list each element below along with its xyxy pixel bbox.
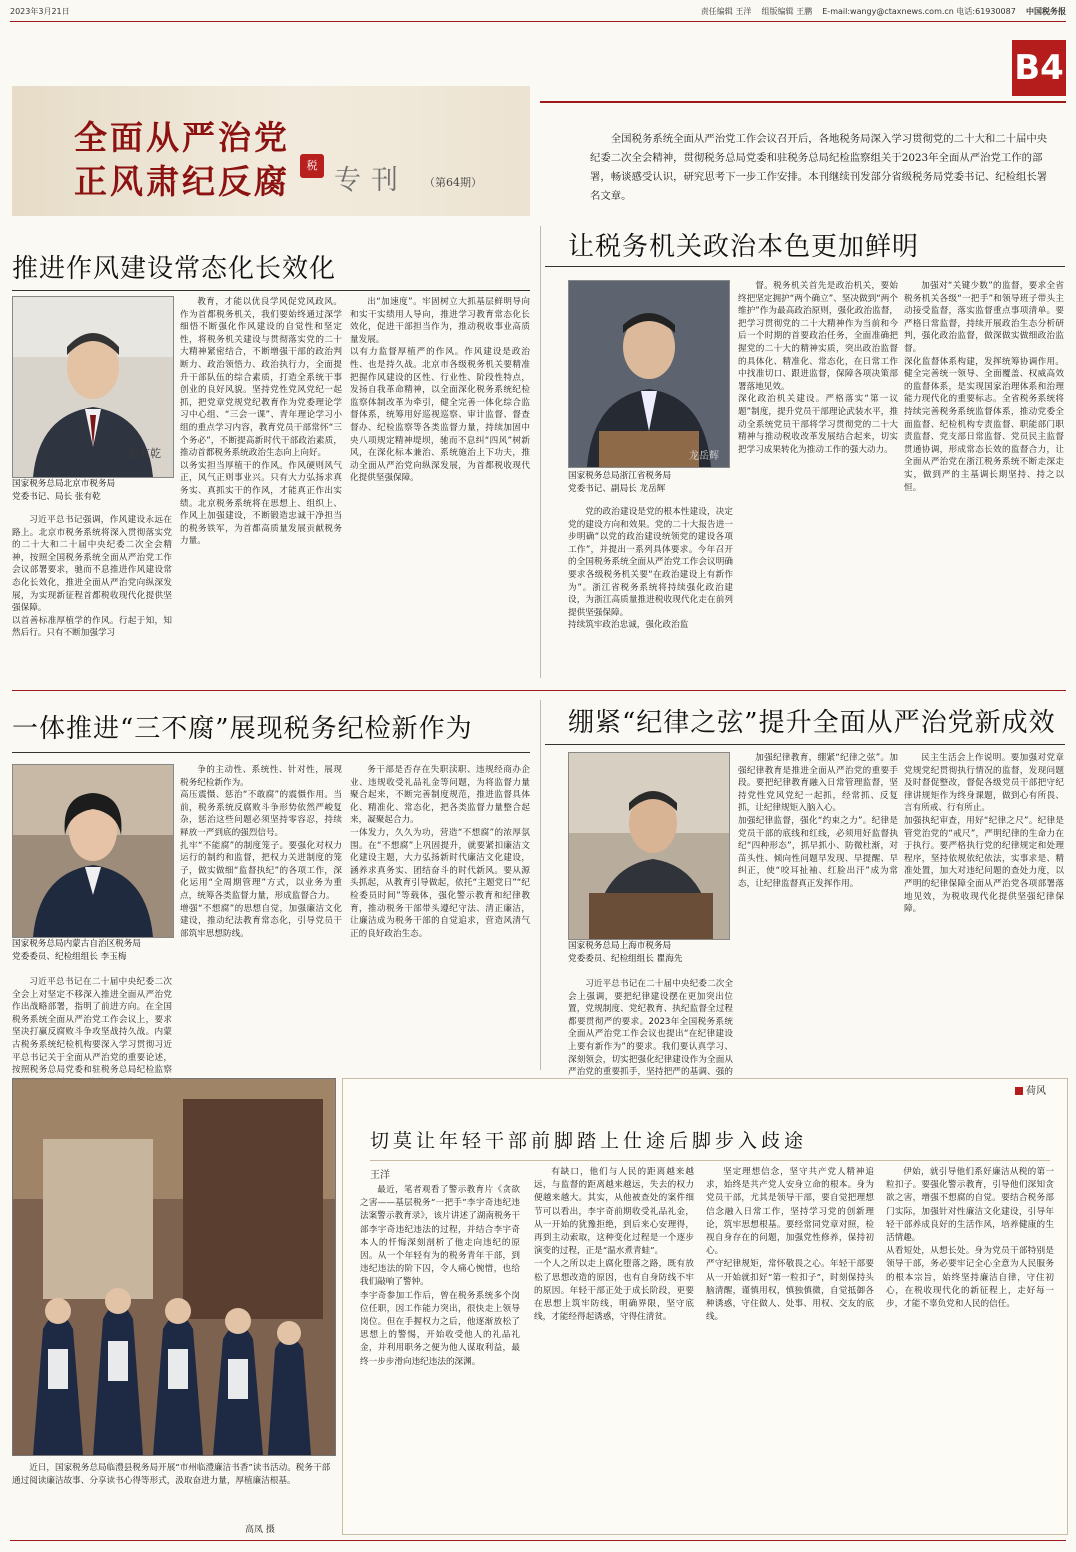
article1-headline: 推进作风建设常态化长效化 xyxy=(12,254,337,284)
column-divider xyxy=(540,226,541,678)
section-rule xyxy=(12,690,1066,691)
article2-photo xyxy=(568,280,730,468)
article4-rule xyxy=(545,744,1065,745)
page-number: B4 xyxy=(1012,40,1066,96)
feature-author: 王洋 xyxy=(370,1170,390,1181)
column-divider xyxy=(540,700,541,1070)
article1-col3: 出“加速度”。牢固树立大抓基层鲜明导向和实干实绩用人导向，推进学习教育常态化长效化，促进干部担当作为，推动税收事业高质量发展。 以有力监督厚植严的作风。作风建设是政治性、也是持久战。北京市各级税务机关要精准把握作风建设的区性、行业性、阶段性特点，发扬自我革命精神，以全面深化税务系统纪检监察体制改革为牵引，健全完善一体化综合监督体系，统筹用好巡视巡察、审计监督、督查督办、纪检监察等各类监督力量，持续加固中央八项规定精神堤坝，驰而不息纠“四风”树新风，在深化标本兼治、系统施治上下功夫，推动全面从严治党向纵深发展，为首都税收现代化提供坚强保障。 xyxy=(350,297,530,484)
feature-column-tag xyxy=(1015,1082,1046,1097)
article3-col3: 务干部是否存在失职渎职、违规经商办企业、违规收受礼品礼金等问题，为将监督力量聚合起来，不断完善制度规范，推进监督具体化、精准化、常态化，把各类监督力量整合起来，凝聚起合力。 一体发力，久久为功，营造“不想腐”的浓厚氛围。在“不想腐”上巩固提升，就要紧扣廉洁文化建设主题，大力弘扬新时代廉洁文化建设，涵养求真务实、团结奋斗的时代新风。要从源头抓起，从教育引导做起，依托“主题党日”“纪检委员时间”等载体，强化警示教育和纪律教育，推动税务干部带头遵纪守法、清正廉洁，让廉洁成为税务干部的自觉追求，营造风清气正的良好政治生态。 xyxy=(350,765,530,939)
header-credits xyxy=(701,6,1066,17)
editor-intro: 全国税务系统全面从严治党工作会议召开后，各地税务局深入学习贯彻党的二十大和二十届中央纪委二次全会精神，贯彻税务总局党委和驻税务总局纪检监察组关于2023年全面从严治党工作的部署，畅谈感受认识，研究思考下一步工作安排。本刊继续刊发部分省级税务局党委书记、纪检组长署名文章。 xyxy=(590,133,1048,202)
feature-headline: 切莫让年轻干部前脚踏上仕途后脚步入歧途 xyxy=(370,1130,808,1152)
photo-credit: 高凤 摄 xyxy=(245,1525,275,1535)
article1-caption: 国家税务总局北京市税务局 党委书记、局长 张有乾 xyxy=(12,479,116,502)
banner-title-line2: 正风肃纪反腐 xyxy=(74,162,290,201)
paper-name: 中国税务报 xyxy=(1026,7,1066,16)
article4-headline: 绷紧“纪律之弦”提升全面从严治党新成效 xyxy=(568,708,1056,738)
article1-signature: 张有乾 xyxy=(128,447,161,460)
article3-col2: 争的主动性、系统性、针对性，展现税务纪检新作为。 高压震慑、惩治“不敢腐”的震慑作用。当前，税务系统反腐败斗争形势依然严峻复杂，惩治这些问题必须坚持零容忍，持续释放一严到底的强烈信号。 扎牢“不能腐”的制度笼子。要强化对权力运行的制约和监督，把权力关进制度的笼子，做实做细“监督执纪”的各项工作，深化运用“全周期管理”方式，以业务为重点，统筹各类监督力量，形成监督合力。 增强“不想腐”的思想自觉，加强廉洁文化建设，推动纪法教育常态化，引导党员干部筑牢思想防线。 xyxy=(180,765,342,939)
article2-rule xyxy=(545,266,1065,267)
feature-col3: 坚定理想信念，坚守共产党人精神追求，始终是共产党人安身立命的根本。身为党员干部，尤其是领导干部，要自觉把理想信念融入日常工作，坚持学习党的创新理论，筑牢思想根基。要经常同党章对照，检视自身存在的问题，加强党性修养，保持初心。 严守纪律规矩，常怀敬畏之心。年轻干部要从一开始就扣好“第一粒扣子”，时刻保持头脑清醒，谨慎用权，慎独慎微，自觉抵御各种诱惑，守住做人、处事、用权、交友的底线。 xyxy=(706,1167,874,1323)
seal-icon: 税 xyxy=(300,154,324,178)
article1-col2: 教育，才能以优良学风促党风政风。作为首都税务机关，我们要始终通过深学细悟不断强化作风建设的自觉性和坚定性，将税务机关建设与贯彻落实党的二十大精神紧密结合，不断增强干部的政治判断力、政治领悟力、政治执行力，全面提升干部队伍的综合素质，打造全系统干事创业的良好风貌。坚持党性党风党纪一起抓，把党章党规党纪教育作为党委理论学习中心组、“三会一课”、青年理论学习小组的重点学习内容，教育党员干部常怀“三个务必”，不断提高新时代干部政治素质，推动首都税务系统政治生态向上向好。 以务实担当厚植干的作风。作风硬则风气正，风气正则事业兴。只有大力弘扬求真务实、真抓实干的作风，才能真正作出实绩。北京税务系统将在思想上、组织上、作风上加强建设，不断锻造忠诚干净担当的税务铁军，为首都高质量发展贡献税务力量。 xyxy=(180,297,342,547)
article1-photo xyxy=(12,296,174,478)
footer-rule xyxy=(10,1540,1066,1541)
reading-activity-image xyxy=(13,1079,335,1455)
reading-activity-photo xyxy=(12,1078,336,1456)
article4-photo xyxy=(568,752,730,940)
article3-headline: 一体推进“三不腐”展现税务纪检新作为 xyxy=(12,714,473,744)
article3-col1: 习近平总书记在二十届中央纪委二次全会上对坚定不移深入推进全面从严治党作出战略部署，指明了前进方向。在全国税务系统全面从严治党工作会议上，要求坚决打赢反腐败斗争攻坚战持久战。内蒙古税务系统纪检机构要深入学习贯彻习近平总书记关于全面从严治党的重要论述，按照税务总局党委和驻税务总局纪检监察 xyxy=(12,977,172,1076)
feature-rule xyxy=(370,1160,1050,1161)
article2-col1: 党的政治建设是党的根本性建设，决定党的建设方向和效果。党的二十大报告进一步明确“以党的政治建设统领党的建设各项工作”，并提出一系列具体要求。今年召开的全国税务系统全面从严治党工作会议明确要求各级税务机关要“在政治建设上有新作为”。浙江省税务系统将持续强化政治建设，为浙江高质量推进税收现代化走在前列提供坚强保障。 持续筑牢政治忠诚，强化政治监 xyxy=(568,507,733,631)
editor-credit: 责任编辑 王洋 xyxy=(700,7,752,16)
layout-credit: 组版编辑 王鹏 xyxy=(761,7,813,16)
article4-col3: 民主生活会上作说明。要加强对党章党规党纪贯彻执行情况的监督，发现问题及时督促整改，督促各级党员干部把守纪律讲规矩作为终身课题，做到心有所畏、言有所戒、行有所止。 加强执纪审查，用好“纪律之尺”。纪律是管党治党的“戒尺”，严明纪律的生命力在于执行。要严格执行党的纪律规定和处理程序，坚持依规依纪依法，实事求是、精准处置，加大对违纪问题的查处力度，以严明的纪律保障全面从严治党各项部署落地见效，为税收现代化提供坚强纪律保障。 xyxy=(904,753,1064,915)
article4-caption: 国家税务总局上海市税务局 党委委员、纪检组组长 瞿海先 xyxy=(568,941,683,964)
article2-caption: 国家税务总局浙江省税务局 党委书记、副局长 龙岳辉 xyxy=(568,471,672,494)
article3-caption: 国家税务总局内蒙古自治区税务局 党委委员、纪检组组长 李玉梅 xyxy=(12,939,141,962)
issue-date: 2023年3月21日 xyxy=(10,7,70,16)
article2-col3: 加强对“关键少数”的监督，要求全省税务机关各级“一把手”和领导班子带头主动接受监督，落实监督重点事项清单。要严格日常监督，持续开展政治生态分析研判，强化政治监督，做深做实做细政治监督。 深化监督体系构建，发挥统筹协调作用。健全完善统一领导、全面覆盖、权威高效的监督体系，是实现国家治理体系和治理能力现代化的重要标志。全省税务系统将持续完善税务系统监督体系，推动党委全面监督、纪检机构专责监督、职能部门职责监督、党支部日常监督、党员民主监督贯通协调，形成常态长效的监督合力，让全面从严治党在浙江税务系统不断走深走实，做到严的主基调长期坚持、持之以恒。 xyxy=(904,281,1064,493)
portrait-image xyxy=(13,765,173,937)
portrait-image xyxy=(13,297,173,477)
portrait-image xyxy=(569,753,729,939)
reading-activity-caption: 近日，国家税务总局临澧县税务局开展“市州临澧廉洁书香”读书活动。税务干部通过阅读廉洁故事、分享读书心得等形式，汲取奋进力量，厚植廉洁根基。 xyxy=(12,1463,331,1486)
article2-signature: 龙岳辉 xyxy=(689,451,719,462)
header-rule xyxy=(10,21,1066,22)
article3-photo xyxy=(12,764,174,938)
contact-info: E-mail:wangy@ctaxnews.com.cn 电话:61930087 xyxy=(822,7,1016,16)
feature-tag-label: 荷风 xyxy=(1026,1086,1046,1097)
article1-rule xyxy=(12,290,530,291)
portrait-image xyxy=(569,281,729,467)
banner-special-label: 专刊 xyxy=(334,165,408,196)
banner-title-line1: 全面从严治党 xyxy=(74,118,290,157)
intro-rule xyxy=(540,101,1066,103)
feature-col4: 伊始，就引导他们系好廉洁从税的第一粒扣子。要强化警示教育，引导他们深知贪欲之害，增强不想腐的自觉。要结合税务部门实际，加强针对性廉洁文化建设，引导年轻干部养成良好的生活作风，培养健康的生活情趣。 从看短处，从想长处。身为党员干部特别是领导干部，务必要牢记全心全意为人民服务的根本宗旨，始终坚持廉洁自律，守住初心，在税收现代化的新征程上，走好每一步，才能不辜负党和人民的信任。 xyxy=(886,1167,1054,1310)
feature-col2: 有缺口，他们与人民的距离越来越远，与监督的距离越来越远，失去的权力便越来越大。其实，从他被查处的案件细节可以看出，李宇奇前期收受礼品礼金，从一开始的犹豫拒绝，到后来心安理得，再到主动索取，这种变化过程是一个逐步演变的过程，正是“温水煮青蛙”。 一个人之所以走上腐化堕落之路，既有放松了思想改造的原因，也有自身防线不牢的原因。年轻干部正处于成长阶段，更要在思想上筑牢防线，明确界限，坚守底线，才能经得起诱惑，守得住清贫。 xyxy=(534,1167,694,1323)
article2-col2: 督。税务机关首先是政治机关，要始终把坚定拥护“两个确立”、坚决做到“两个维护”作为最高政治原则，强化政治监督，把学习贯彻党的二十大精神作为当前和今后一个时期的首要政治任务，全面准确把握党的二十大的精神实质，突出政治监督的具体化、精准化、常态化，在日常工作中找准切口、跟进监督，保障各项决策部署落地见效。 深化政治机关建设。严格落实“第一议题”制度，提升党员干部理论武装水平，推动全系统党员干部将学习贯彻党的二十大精神与推动税收改革发展结合起来，切实把学习成果转化为推动工作的强大动力。 xyxy=(738,281,898,455)
article2-headline: 让税务机关政治本色更加鲜明 xyxy=(568,232,920,262)
article1-col1: 习近平总书记强调，作风建设永远在路上。北京市税务系统将深入贯彻落实党的二十大和二十届中央纪委二次全会精神，按照全国税务系统全面从严治党工作会议部署要求，驰而不息推进作风建设常态化长效化，推进全面从严治党向纵深发展，为实现新征程首都税收现代化提供坚强保障。 以首善标准厚植学的作风。行起于知，知然后行。只有不断加强学习 xyxy=(12,515,172,639)
column-banner xyxy=(12,86,530,216)
feature-col1: 最近，笔者观看了警示教育片《贪欲之害——基层税务“一把手”李宇奇违纪违法案警示教育录》，该片讲述了湖南税务干部李宇奇违纪违法的过程，并结合李宇奇本人的忏悔深刻剖析了他走向违纪的原因。从一个年轻有为的税务青年干部，到违纪违法的阶下囚，令人痛心惋惜，也给我们敲响了警钟。 李宇奇参加工作后，曾在税务系统多个岗位任职，因工作能力突出，很快走上领导岗位。但在手握权力之后，他逐渐放松了思想上的警惕，开始收受他人的礼品礼金，并利用职务之便为他人谋取利益，最终一步步滑向违纪违法的深渊。 xyxy=(360,1185,520,1367)
page-header xyxy=(10,6,1066,20)
banner-issue-number: （第64期） xyxy=(424,176,482,189)
article4-col1: 习近平总书记在二十届中央纪委二次全会上强调，要把纪律建设摆在更加突出位置，党规制度、党纪教育、执纪监督全过程都要贯彻严的要求。2023年全国税务系统全面从严治党工作会议也提出“在纪律建设上要有新作为”的要求。我们要认真学习、深刻领会，切实把强化纪律建设作为全面从严治党的重要抓手，坚持把严的基调、强的 xyxy=(568,979,733,1078)
article3-rule xyxy=(12,752,530,753)
square-icon xyxy=(1015,1087,1023,1095)
article4-col2: 加强纪律教育，绷紧“纪律之弦”。加强纪律教育是推进全面从严治党的重要手段。要把纪律教育融入日常管理监督，坚持党性党风党纪一起抓，经常抓、反复抓，让纪律规矩入脑入心。 加强纪律监督，强化“约束之力”。纪律是党员干部的底线和红线，必须用好监督执纪“四种形态”，抓早抓小、防微杜渐，对苗头性、倾向性问题早发现、早提醒、早纠正，使“咬耳扯袖、红脸出汗”成为常态，让纪律监督真正发挥作用。 xyxy=(738,753,898,889)
